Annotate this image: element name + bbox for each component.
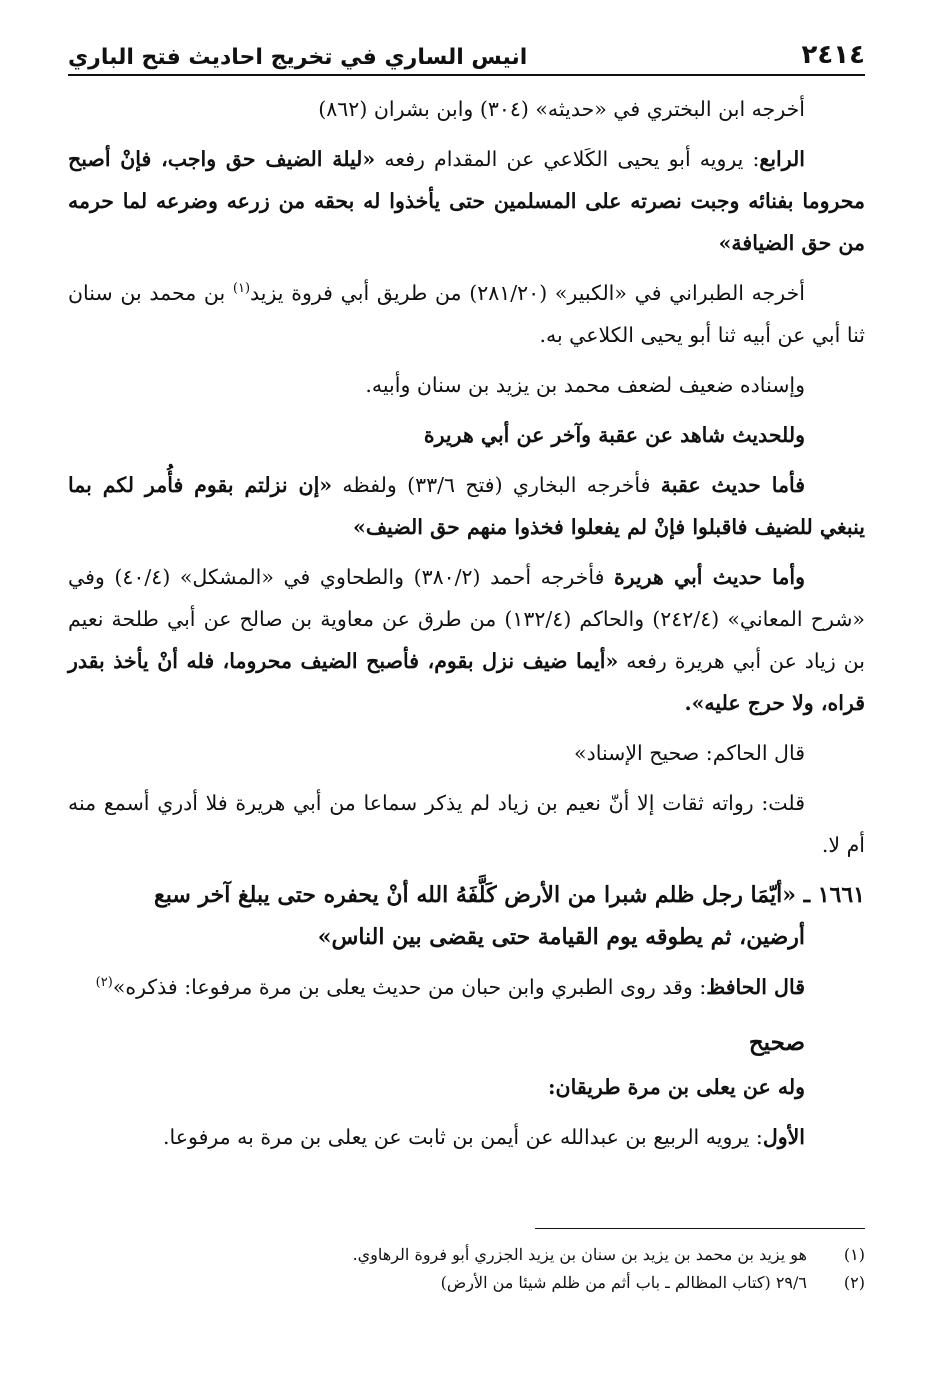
paragraph-3-a: أخرجه الطبراني في «الكبير» (٢٨١/٢٠) من طريق أبي فروة يزيد bbox=[250, 281, 805, 305]
footnote-number: (١) bbox=[843, 1245, 865, 1264]
main-text bbox=[68, 88, 865, 1166]
page-number: ٢٤١٤ bbox=[801, 40, 865, 70]
paragraph-12-text: : يرويه الربيع بن عبدالله عن أيمن بن ثابت عن يعلى بن مرة به مرفوعا. bbox=[162, 1125, 763, 1149]
running-header bbox=[68, 30, 865, 76]
label-fourth: الرابع bbox=[759, 147, 805, 171]
paragraph-2-text: : يرويه أبو يحيى الكَلاعي عن المقدام رفعه bbox=[375, 147, 760, 171]
footnote-ref-2: (٢) bbox=[95, 975, 113, 991]
paragraph-3 bbox=[68, 272, 865, 356]
footnote-item bbox=[68, 1269, 865, 1297]
paragraph-3-b: بن محمد بن سنان ثنا أبي عن أبيه ثنا أبو يحيى الكلاعي به. bbox=[68, 281, 865, 347]
hadith-quote: «ليلة الضيف حق واجب، فإنْ أصبح محروما بفنائه وجبت نصرته على المسلمين حتى يأخذوا له بحقه من زرعه وضرعه لما حرمه من حق الضيافة» bbox=[68, 147, 865, 255]
paragraph-9: قلت: رواته ثقات إلا أنّ نعيم بن زياد لم يذكر سماعا من أبي هريرة فلا أدري أسمع منه أم لا. bbox=[68, 791, 865, 857]
paragraph-8: قال الحاكم: صحيح الإسناد» bbox=[574, 741, 805, 765]
paragraph-6-c: «إن نزلتم بقوم فأُمر لكم بما ينبغي للضيف فاقبلوا فإنْ لم يفعلوا فخذوا منهم حق الضيف» bbox=[68, 473, 865, 539]
footnote-text: ٢٩/٦ (كتاب المظالم ـ باب أثم من ظلم شيئا من الأرض) bbox=[440, 1273, 807, 1292]
book-title: انيس الساري في تخريج احاديث فتح الباري bbox=[68, 45, 528, 70]
paragraph-7-a: وأما حديث أبي هريرة bbox=[613, 565, 805, 589]
paragraph-7-b: فأخرجه أحمد (٣٨٠/٢) والطحاوي في «المشكل» (٤٠/٤) وفي «شرح المعاني» (٢٤٢/٤) والحاكم (١٣٢/٤) من طرق عن معاوية بن صالح عن أبي طلحة نعيم بن زياد عن أبي هريرة رفعه bbox=[68, 565, 865, 673]
label-hafiz: قال الحافظ bbox=[706, 975, 805, 999]
hadith-number: ١٦٦١ ـ bbox=[795, 882, 865, 908]
paragraph-7-c: «أيما ضيف نزل بقوم، فأصبح الضيف محروما، فله أنْ يأخذ بقدر قراه، ولا حرج عليه». bbox=[68, 649, 865, 715]
paragraph-11: وله عن يعلى بن مرة طريقان: bbox=[547, 1075, 805, 1099]
hadith-text-a: «أيّمَا رجل ظلم شبرا من الأرض كَلَّفَهُ الله أنْ يحفره حتى يبلغ آخر سبع bbox=[154, 882, 796, 908]
hadith-1661 bbox=[68, 874, 865, 958]
label-first: الأول bbox=[762, 1125, 805, 1149]
footnotes bbox=[68, 1228, 865, 1297]
paragraph-7 bbox=[68, 556, 865, 724]
paragraph-10 bbox=[68, 966, 865, 1008]
footnote-ref-1: (١) bbox=[232, 281, 251, 297]
paragraph-6-b: فأخرجه البخاري (فتح ٣٣/٦) ولفظه bbox=[332, 473, 661, 497]
paragraph-2 bbox=[68, 138, 865, 264]
paragraph-6-a: فأما حديث عقبة bbox=[660, 473, 806, 497]
paragraph-4: وإسناده ضعيف لضعف محمد بن يزيد بن سنان وأبيه. bbox=[365, 373, 805, 397]
section-title: صحيح bbox=[748, 1029, 805, 1056]
footnote-text: هو يزيد بن محمد بن يزيد بن سنان بن يزيد الجزري أبو فروة الرهاوي. bbox=[352, 1245, 807, 1264]
paragraph-6 bbox=[68, 464, 865, 548]
footnote-divider bbox=[535, 1228, 865, 1229]
paragraph-10-text: : وقد روى الطبري وابن حبان من حديث يعلى بن مرة مرفوعا: فذكره» bbox=[112, 975, 707, 999]
footnote-number: (٢) bbox=[843, 1273, 865, 1292]
footnote-item bbox=[68, 1241, 865, 1269]
paragraph-12 bbox=[68, 1116, 865, 1158]
paragraph-5: وللحديث شاهد عن عقبة وآخر عن أبي هريرة bbox=[423, 423, 805, 447]
paragraph-1: أخرجه ابن البختري في «حديثه» (٣٠٤) وابن بشران (٨٦٢) bbox=[318, 97, 805, 121]
hadith-text-b: أرضين، ثم يطوقه يوم القيامة حتى يقضى بين الناس» bbox=[317, 924, 805, 950]
